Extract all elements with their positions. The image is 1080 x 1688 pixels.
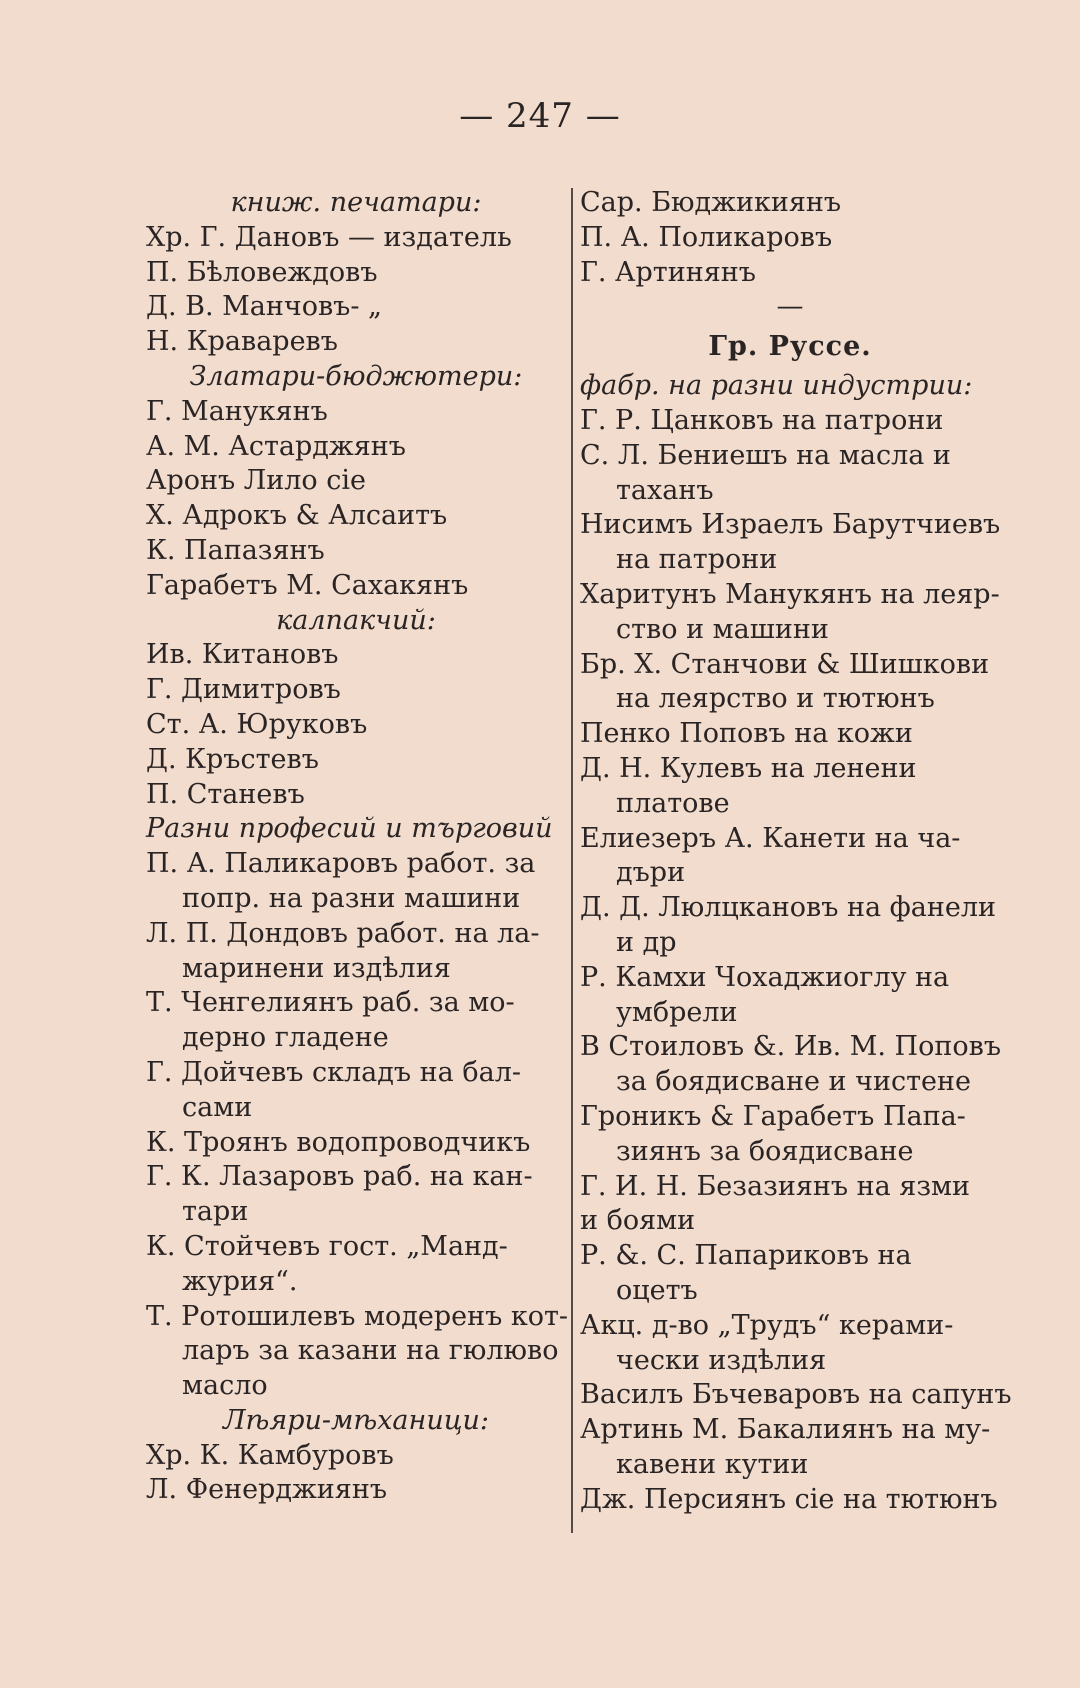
text-line: Х. Адрокъ & Алсаитъ [146,500,448,532]
continuation-line: тари [182,1196,249,1228]
section-heading: Лѣяри-мѣханици: [222,1404,490,1436]
continuation-line: чески издѣлия [616,1344,827,1376]
text-line: Р. &. С. Папариковъ на [580,1240,912,1272]
text-line: А. М. Астарджянъ [146,430,406,462]
text-line: Пенко Поповъ на кожи [580,718,913,750]
continuation-line: платове [616,787,730,819]
text-line: Г. Манукянъ [146,395,328,427]
text-line: Харитунъ Манукянъ на леяр- [580,578,1000,610]
continuation-line: за боядисване и чистене [616,1066,971,1098]
text-line: Г. И. Н. Безазиянъ на язми [580,1170,971,1202]
text-line: Р. Камхи Чохаджиоглу на [580,961,950,993]
text-line: В Стоиловъ &. Ив. М. Поповъ [580,1031,1001,1063]
text-line: П. Бѣловеждовъ [146,256,378,288]
continuation-line: масло [182,1370,268,1402]
column-divider [571,188,573,1533]
section-heading: Разни професий и търговий [146,813,553,845]
text-line: Аронъ Лило сіе [146,465,366,497]
text-line: К. Папазянъ [146,534,325,566]
text-line: Л. Фенерджиянъ [146,1474,388,1506]
text-line: Ст. А. Юруковъ [146,708,368,740]
right-column [580,186,1012,1517]
continuation-line: на леярство и тютюнъ [616,683,935,715]
continuation-line: оцетъ [616,1274,698,1306]
continuation-line: и др [616,926,677,958]
continuation-line: умбрели [616,996,738,1028]
section-separator: — [776,291,804,323]
text-line: Г. К. Лазаровъ раб. на кан- [146,1161,533,1193]
continuation-line: на патрони [616,544,778,576]
continuation-line: таханъ [616,474,714,506]
city-heading: Гр. Руссе. [708,331,872,363]
text-line: Т. Ченгелиянъ раб. за мо- [146,987,515,1019]
page-number: — 247 — [459,96,621,136]
text-line: Артинь М. Бакалиянъ на му- [580,1414,991,1446]
continuation-line: попр. на разни машини [182,882,521,914]
continuation-line: кавени кутии [616,1448,809,1480]
text-line: Хр. К. Камбуровъ [146,1439,394,1471]
continuation-line: журия“. [182,1265,298,1297]
text-line: Д. Д. Люлцкановъ на фанели [580,892,996,924]
section-heading: фабр. на разни индустрии: [580,370,973,402]
text-line: Н. Краваревъ [146,326,338,358]
text-line: Г. Р. Цанковъ на патрони [580,404,944,436]
section-heading: калпакчий: [276,604,436,636]
text-line: П. А. Поликаровъ [580,221,833,253]
text-line: Л. П. Дондовъ работ. на ла- [146,917,540,949]
section-heading: Златари-бюджютери: [189,360,523,392]
text-line: П. Станевъ [146,778,305,810]
text-line: Дж. Персиянъ сіе на тютюнъ [580,1483,998,1515]
text-line: Гроникъ & Гарабетъ Папа- [580,1100,966,1132]
text-line: К. Троянъ водопроводчикъ [146,1126,531,1158]
text-line: Д. Н. Кулевъ на ленени [580,752,917,784]
continuation-line: зиянъ за боядисване [616,1135,914,1167]
continuation-line: маринени издѣлия [182,952,451,984]
text-line: Д. Кръстевъ [146,743,319,775]
continuation-line: дъри [616,857,686,889]
text-line: Г. Димитровъ [146,674,341,706]
text-line: П. А. Паликаровъ работ. за [146,848,536,880]
text-line: Д. В. Манчовъ- „ [146,291,383,323]
text-line: Ив. Китановъ [146,639,339,671]
left-column [146,186,569,1508]
continuation-line: дерно гладене [182,1022,389,1054]
continuation-line: ларъ за казани на гюлюво [182,1335,559,1367]
text-line: Г. Артинянъ [580,256,756,288]
section-heading: книж. печатари: [230,187,482,218]
text-line: К. Стойчевъ гост. „Манд- [146,1230,508,1262]
text-line: Нисимъ Израелъ Барутчиевъ [580,509,1001,541]
text-line: Василъ Бъчеваровъ на сапунъ [580,1379,1012,1411]
text-line: Хр. Г. Дановъ — издатель [146,221,512,253]
text-line: Г. Дойчевъ складъ на бал- [146,1056,521,1088]
text-line: Акц. д-во „Трудъ“ керами- [580,1309,954,1341]
text-line: Бр. Х. Станчови & Шишкови [580,648,990,680]
text-line: Гарабетъ М. Сахакянъ [146,569,469,601]
text-line: Т. Ротошилевъ модеренъ кот- [146,1300,569,1332]
text-line: С. Л. Бениешъ на масла и [580,439,951,471]
continuation-line: ство и машини [616,613,829,645]
text-line: Сар. Бюджикиянъ [580,187,842,218]
continuation-line: сами [182,1091,253,1123]
text-line: и боями [580,1205,696,1237]
text-line: Елиезеръ А. Канети на ча- [580,822,961,854]
